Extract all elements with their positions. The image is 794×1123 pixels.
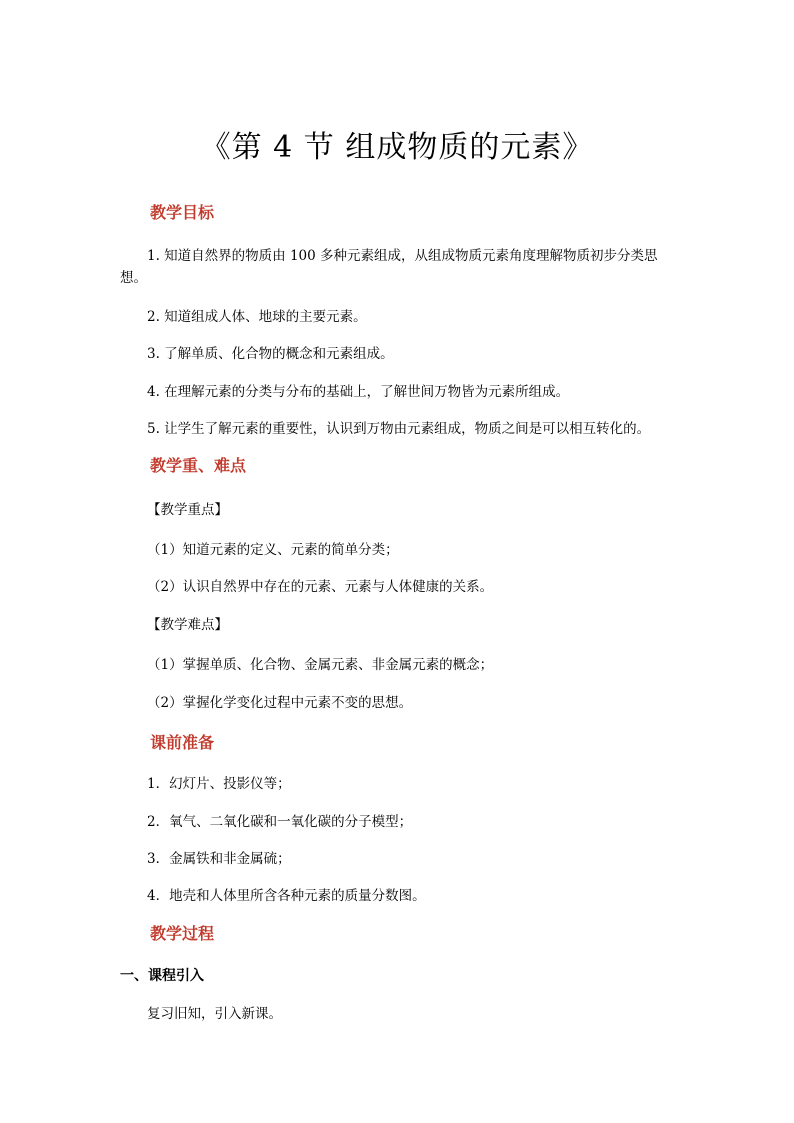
process-step-text: 复习旧知，引入新课。 [147,1006,282,1022]
preparation-item: 3．金属铁和非金属硫； [147,851,291,867]
section-heading-key-points: 教学重、难点 [150,456,247,475]
focus-item: （2）认识自然界中存在的元素、元素与人体健康的关系。 [147,579,494,595]
focus-label: 【教学重点】 [147,502,228,518]
section-heading-preparation: 课前准备 [150,733,215,752]
objective-item: 4. 在理解元素的分类与分布的基础上，了解世间万物皆为元素所组成。 [147,384,570,400]
section-heading-objectives: 教学目标 [150,203,215,222]
objective-item: 2. 知道组成人体、地球的主要元素。 [147,309,367,325]
objective-item: 3. 了解单质、化合物的概念和元素组成。 [147,346,394,362]
preparation-item: 2．氧气、二氧化碳和一氧化碳的分子模型； [147,814,413,830]
preparation-item: 1．幻灯片、投影仪等； [147,776,291,792]
objective-item: 5. 让学生了解元素的重要性，认识到万物由元素组成，物质之间是可以相互转化的。 [147,421,651,437]
page-title: 《第 4 节 组成物质的元素》 [200,130,594,165]
difficulty-label: 【教学难点】 [147,617,228,633]
objective-item: 1. 知道自然界的物质由 100 多种元素组成，从组成物质元素角度理解物质初步分类思想。 [120,248,658,286]
preparation-item: 4．地壳和人体里所含各种元素的质量分数图。 [147,888,426,904]
section-heading-process: 教学过程 [150,924,215,943]
difficulty-item: （1）掌握单质、化合物、金属元素、非金属元素的概念； [147,657,494,673]
difficulty-item: （2）掌握化学变化过程中元素不变的思想。 [147,695,413,711]
process-step-title: 一、课程引入 [120,968,204,984]
focus-item: （1）知道元素的定义、元素的简单分类； [147,542,399,558]
